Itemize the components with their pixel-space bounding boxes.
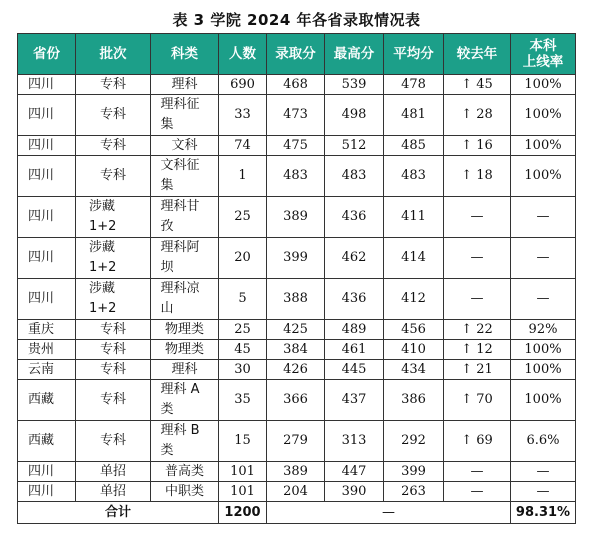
avg-score-cell: 478 (384, 75, 444, 95)
batch-cell (76, 279, 151, 320)
count-cell: 20 (219, 238, 267, 279)
category-cell-text: 理科征集 (160, 97, 200, 132)
rate-cell: 100% (511, 360, 576, 380)
admit-score-cell: 426 (267, 360, 325, 380)
total-label: 合计 (18, 502, 219, 524)
category-cell: 理科 (151, 75, 219, 95)
rate-cell: — (511, 462, 576, 482)
avg-score-cell: 414 (384, 238, 444, 279)
table-row (18, 380, 576, 421)
table-row (18, 482, 576, 502)
province-cell: 四川 (18, 238, 76, 279)
province-cell: 四川 (18, 197, 76, 238)
batch-cell-text: 专科 (99, 107, 126, 122)
rate-cell: — (511, 279, 576, 320)
rate-cell: — (511, 238, 576, 279)
batch-cell (76, 380, 151, 421)
category-cell-text: 理科甘孜 (160, 199, 200, 234)
change-cell: — (444, 482, 511, 502)
total-rate: 98.31% (511, 502, 576, 524)
change-cell: ↑ 16 (444, 136, 511, 156)
change-cell: ↑ 21 (444, 360, 511, 380)
province-cell: 西藏 (18, 380, 76, 421)
table-row (18, 462, 576, 482)
batch-cell (76, 421, 151, 462)
avg-score-cell: 412 (384, 279, 444, 320)
province-cell: 四川 (18, 279, 76, 320)
change-cell: ↑ 18 (444, 156, 511, 197)
table-row (18, 75, 576, 95)
admit-score-cell: 389 (267, 197, 325, 238)
count-cell: 101 (219, 482, 267, 502)
batch-cell: 专科 (76, 320, 151, 340)
change-cell: ↑ 12 (444, 340, 511, 360)
max-score-cell: 436 (325, 197, 384, 238)
rate-cell: 100% (511, 95, 576, 136)
category-cell (151, 421, 219, 462)
admit-score-cell: 388 (267, 279, 325, 320)
max-score-cell: 483 (325, 156, 384, 197)
table-row (18, 95, 576, 136)
batch-cell (76, 197, 151, 238)
category-cell-text: 理科 A 类 (160, 382, 200, 417)
category-cell: 物理类 (151, 320, 219, 340)
batch-cell: 专科 (76, 75, 151, 95)
table-row (18, 320, 576, 340)
max-score-cell: 445 (325, 360, 384, 380)
batch-cell-text: 专科 (99, 168, 126, 183)
batch-cell-text: 专科 (99, 433, 126, 448)
category-cell (151, 95, 219, 136)
header-count: 人数 (219, 34, 267, 75)
table-caption: 表 3 学院 2024 年各省录取情况表 (172, 11, 421, 29)
category-cell (151, 156, 219, 197)
change-cell: ↑ 45 (444, 75, 511, 95)
change-cell: — (444, 197, 511, 238)
max-score-cell: 461 (325, 340, 384, 360)
count-cell: 15 (219, 421, 267, 462)
admit-score-cell: 366 (267, 380, 325, 421)
batch-cell: 专科 (76, 340, 151, 360)
max-score-cell: 313 (325, 421, 384, 462)
admit-score-cell: 483 (267, 156, 325, 197)
batch-cell: 单招 (76, 462, 151, 482)
table-row (18, 136, 576, 156)
table-row (18, 421, 576, 462)
province-cell: 四川 (18, 482, 76, 502)
admit-score-cell: 399 (267, 238, 325, 279)
avg-score-cell: 456 (384, 320, 444, 340)
category-cell (151, 238, 219, 279)
header-row (18, 34, 576, 75)
category-cell (151, 380, 219, 421)
province-cell: 西藏 (18, 421, 76, 462)
count-cell: 30 (219, 360, 267, 380)
table-row (18, 238, 576, 279)
change-cell: ↑ 28 (444, 95, 511, 136)
change-cell: ↑ 70 (444, 380, 511, 421)
header-category: 科类 (151, 34, 219, 75)
province-cell: 四川 (18, 75, 76, 95)
header-province: 省份 (18, 34, 76, 75)
max-score-cell: 489 (325, 320, 384, 340)
batch-cell (76, 156, 151, 197)
province-cell: 云南 (18, 360, 76, 380)
header-max-score: 最高分 (325, 34, 384, 75)
max-score-cell: 390 (325, 482, 384, 502)
avg-score-cell: 263 (384, 482, 444, 502)
table-row (18, 340, 576, 360)
batch-cell-text: 涉藏 1+2 (89, 281, 117, 316)
admit-score-cell: 204 (267, 482, 325, 502)
rate-cell: 100% (511, 136, 576, 156)
batch-cell-text: 涉藏 1+2 (89, 199, 117, 234)
table-row (18, 197, 576, 238)
max-score-cell: 437 (325, 380, 384, 421)
admit-score-cell: 473 (267, 95, 325, 136)
max-score-cell: 436 (325, 279, 384, 320)
category-cell: 文科 (151, 136, 219, 156)
province-cell: 四川 (18, 95, 76, 136)
rate-cell: 100% (511, 156, 576, 197)
admission-table (17, 33, 576, 524)
admit-score-cell: 468 (267, 75, 325, 95)
avg-score-cell: 485 (384, 136, 444, 156)
header-rate: 本科 上线率 (511, 34, 576, 75)
avg-score-cell: 434 (384, 360, 444, 380)
rate-cell: — (511, 482, 576, 502)
count-cell: 25 (219, 197, 267, 238)
admit-score-cell: 475 (267, 136, 325, 156)
category-cell: 普高类 (151, 462, 219, 482)
admit-score-cell: 389 (267, 462, 325, 482)
category-cell-text: 理科阿坝 (160, 240, 200, 275)
count-cell: 25 (219, 320, 267, 340)
count-cell: 45 (219, 340, 267, 360)
province-cell: 四川 (18, 156, 76, 197)
category-cell (151, 197, 219, 238)
total-count: 1200 (219, 502, 267, 524)
batch-cell-text: 专科 (99, 392, 126, 407)
category-cell-text: 理科凉山 (160, 281, 200, 316)
avg-score-cell: 411 (384, 197, 444, 238)
category-cell: 物理类 (151, 340, 219, 360)
batch-cell: 单招 (76, 482, 151, 502)
header-admit-score: 录取分 (267, 34, 325, 75)
category-cell (151, 279, 219, 320)
admit-score-cell: 384 (267, 340, 325, 360)
count-cell: 35 (219, 380, 267, 421)
batch-cell (76, 238, 151, 279)
count-cell: 5 (219, 279, 267, 320)
avg-score-cell: 399 (384, 462, 444, 482)
table-row (18, 279, 576, 320)
rate-cell: 100% (511, 340, 576, 360)
avg-score-cell: 386 (384, 380, 444, 421)
category-cell-text: 理科 B 类 (160, 423, 200, 458)
change-cell: — (444, 238, 511, 279)
batch-cell-text: 涉藏 1+2 (89, 240, 117, 275)
province-cell: 重庆 (18, 320, 76, 340)
change-cell: — (444, 462, 511, 482)
count-cell: 101 (219, 462, 267, 482)
batch-cell: 专科 (76, 360, 151, 380)
category-cell-text: 文科征集 (160, 158, 200, 193)
max-score-cell: 498 (325, 95, 384, 136)
change-cell: ↑ 69 (444, 421, 511, 462)
count-cell: 74 (219, 136, 267, 156)
change-cell: — (444, 279, 511, 320)
rate-cell: — (511, 197, 576, 238)
rate-cell: 100% (511, 380, 576, 421)
header-change: 较去年 (444, 34, 511, 75)
category-cell: 中职类 (151, 482, 219, 502)
batch-cell: 专科 (76, 136, 151, 156)
province-cell: 贵州 (18, 340, 76, 360)
rate-cell: 100% (511, 75, 576, 95)
change-cell: ↑ 22 (444, 320, 511, 340)
rate-cell: 6.6% (511, 421, 576, 462)
province-cell: 四川 (18, 462, 76, 482)
avg-score-cell: 481 (384, 95, 444, 136)
count-cell: 33 (219, 95, 267, 136)
admit-score-cell: 279 (267, 421, 325, 462)
total-middle: — (267, 502, 511, 524)
rate-cell: 92% (511, 320, 576, 340)
max-score-cell: 447 (325, 462, 384, 482)
count-cell: 1 (219, 156, 267, 197)
province-cell: 四川 (18, 136, 76, 156)
header-avg-score: 平均分 (384, 34, 444, 75)
avg-score-cell: 292 (384, 421, 444, 462)
table-row (18, 360, 576, 380)
category-cell: 理科 (151, 360, 219, 380)
avg-score-cell: 483 (384, 156, 444, 197)
max-score-cell: 512 (325, 136, 384, 156)
max-score-cell: 462 (325, 238, 384, 279)
total-row (18, 502, 576, 524)
max-score-cell: 539 (325, 75, 384, 95)
header-batch: 批次 (76, 34, 151, 75)
admit-score-cell: 425 (267, 320, 325, 340)
batch-cell (76, 95, 151, 136)
avg-score-cell: 410 (384, 340, 444, 360)
count-cell: 690 (219, 75, 267, 95)
table-row (18, 156, 576, 197)
